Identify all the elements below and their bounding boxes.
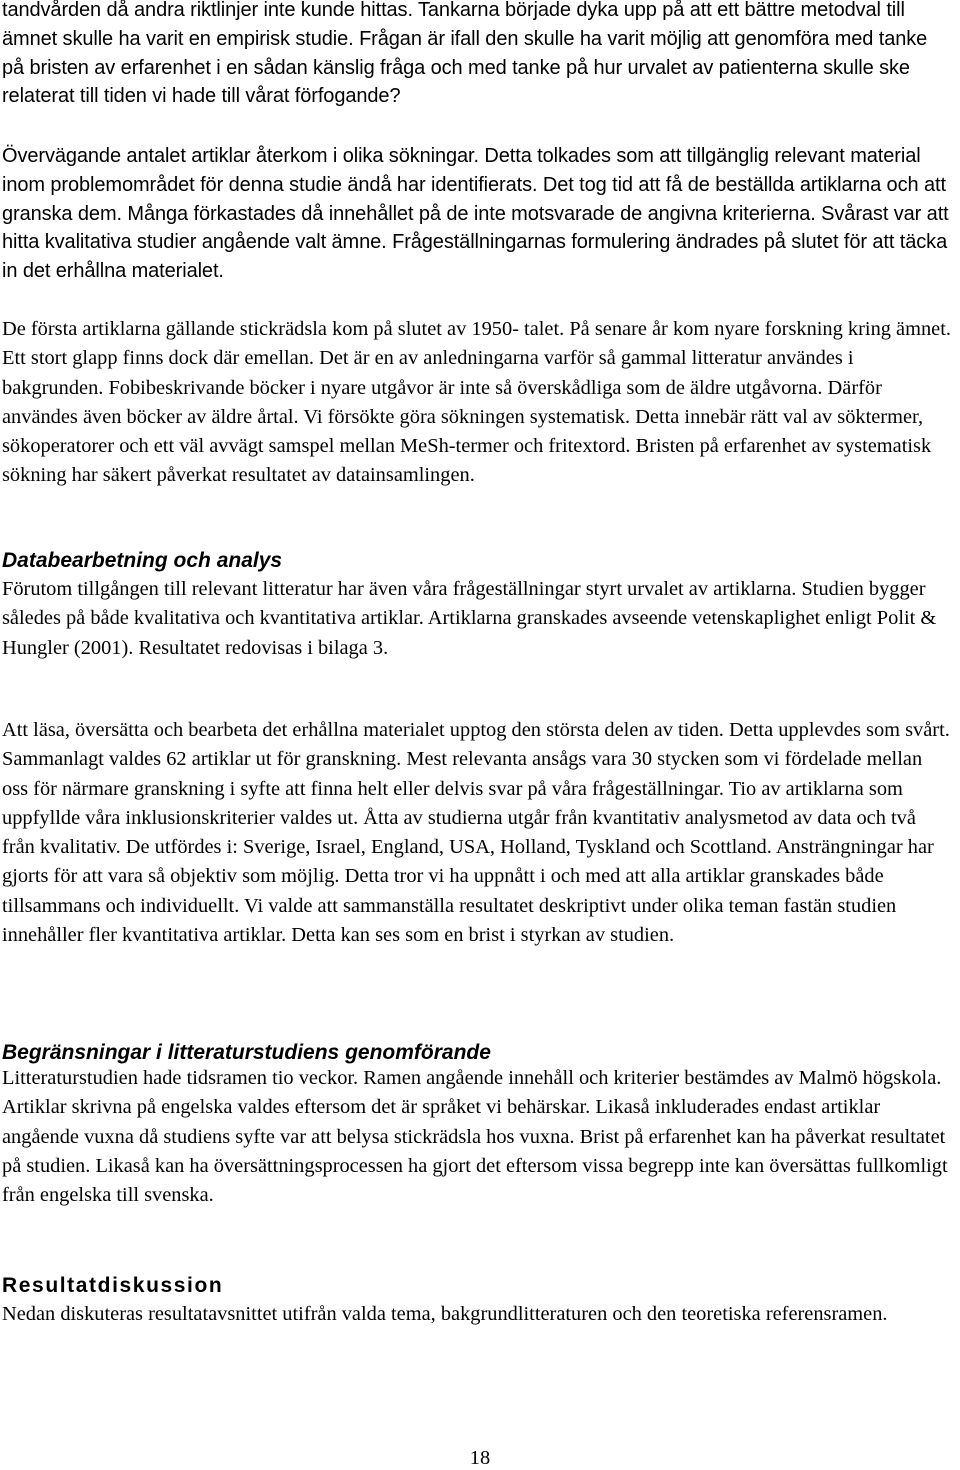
heading-results: Resultatdiskussion: [2, 1274, 224, 1297]
paragraph-intro: tandvården då andra riktlinjer inte kunde hittas. Tankarna började dyka upp på att ett bättre metodval till ämnet skulle ha varit en empirisk studie. Frågan är ifall den skulle ha varit möjlig att genomföra med tanke på bristen av erfarenhet i en sådan känslig fråga och med tanke på hur urvalet av patienterna skulle ske relaterat till tiden vi hade till vårat förfogande?: [2, 0, 928, 108]
paragraph-history: De första artiklarna gällande stickrädsla kom på slutet av 1950- talet. På senare år kom nyare forskning kring ämnet. Ett stort glapp finns dock där emellan. Det är en av anledningarna varför så gammal litteratur användes i bakgrunden. Fobibeskrivande böcker i nyare utgåvor är inte så överskådliga som de äldre utgåvorna. Därför användes även böcker av äldre årtal. Vi försökte göra sökningen systematisk. Detta innebär rätt val av söktermer, sökoperatorer och ett väl avvägt samspel mellan MeSh-termer och fritextord. Bristen på erfarenhet av systematisk sökning har säkert påverkat resultatet av datainsamlingen.: [2, 318, 951, 487]
heading-limitations: Begränsningar i litteraturstudiens genomförande: [2, 1041, 491, 1064]
heading-analysis: Databearbetning och analys: [2, 549, 283, 572]
paragraph-limitations: Litteraturstudien hade tidsramen tio veckor. Ramen angående innehåll och kriterier bestämdes av Malmö högskola. Artiklar skrivna på engelska valdes eftersom det är språket vi behärskar. Likaså inkluderades endast artiklar angående vuxna då studiens syfte var att belysa stickrädsla hos vuxna. Brist på erfarenhet kan ha påverkat resultatet på studien. Likaså kan ha översättningsprocessen ha gjort det eftersom vissa begrepp inte kan översättas fullkomligt från engelska till svenska.: [2, 1067, 948, 1207]
paragraph-analysis-1: Förutom tillgången till relevant litteratur har även våra frågeställningar styrt urvalet av artiklarna. Studien bygger således på både kvalitativa och kvantitativa artiklar. Artiklarna granskades avseende vetenskaplighet enligt Polit & Hungler (2001). Resultatet redovisas i bilaga 3.: [2, 578, 937, 659]
paragraph-analysis-2: Att läsa, översätta och bearbeta det erhållna materialet upptog den största delen av tiden. Detta upplevdes som svårt. Sammanlagt valdes 62 artiklar ut för granskning. Mest relevanta ansågs vara 30 stycken som vi fördelade mellan oss för närmare granskning i syfte att finna helt eller delvis svar på våra frågeställningar. Tio av artiklarna som uppfyllde våra inklusionskriterier valdes ut. Åtta av studierna utgår från kvantitativ analysmetod av data och två från kvalitativ. De utfördes i: Sverige, Israel, England, USA, Holland, Tyskland och Scottland. Ansträngningar har gjorts för att vara så objektiv som möjlig. Detta tror vi ha uppnått i och med att alla artiklar granskades både tillsammans och individuellt. Vi valde att sammanställa resultatet deskriptivt under olika teman fastän studien innehåller fler kvantitativa artiklar. Detta kan ses som en brist i styrkan av studien.: [2, 719, 950, 947]
page-number: 18: [469, 1447, 491, 1469]
paragraph-results: Nedan diskuteras resultatavsnittet utifrån valda tema, bakgrundlitteraturen och den teoretiska referensramen.: [2, 1303, 888, 1325]
paragraph-search: Övervägande antalet artiklar återkom i olika sökningar. Detta tolkades som att tillgänglig relevant material inom problemområdet för denna studie ändå har identifierats. Det tog tid att få de beställda artiklarna och att granska dem. Många förkastades då innehållet på de inte motsvarade de angivna kriterierna. Svårast var att hitta kvalitativa studier angående valt ämne. Frågeställningarnas formulering ändrades på slutet för att täcka in det erhållna materialet.: [2, 145, 949, 283]
